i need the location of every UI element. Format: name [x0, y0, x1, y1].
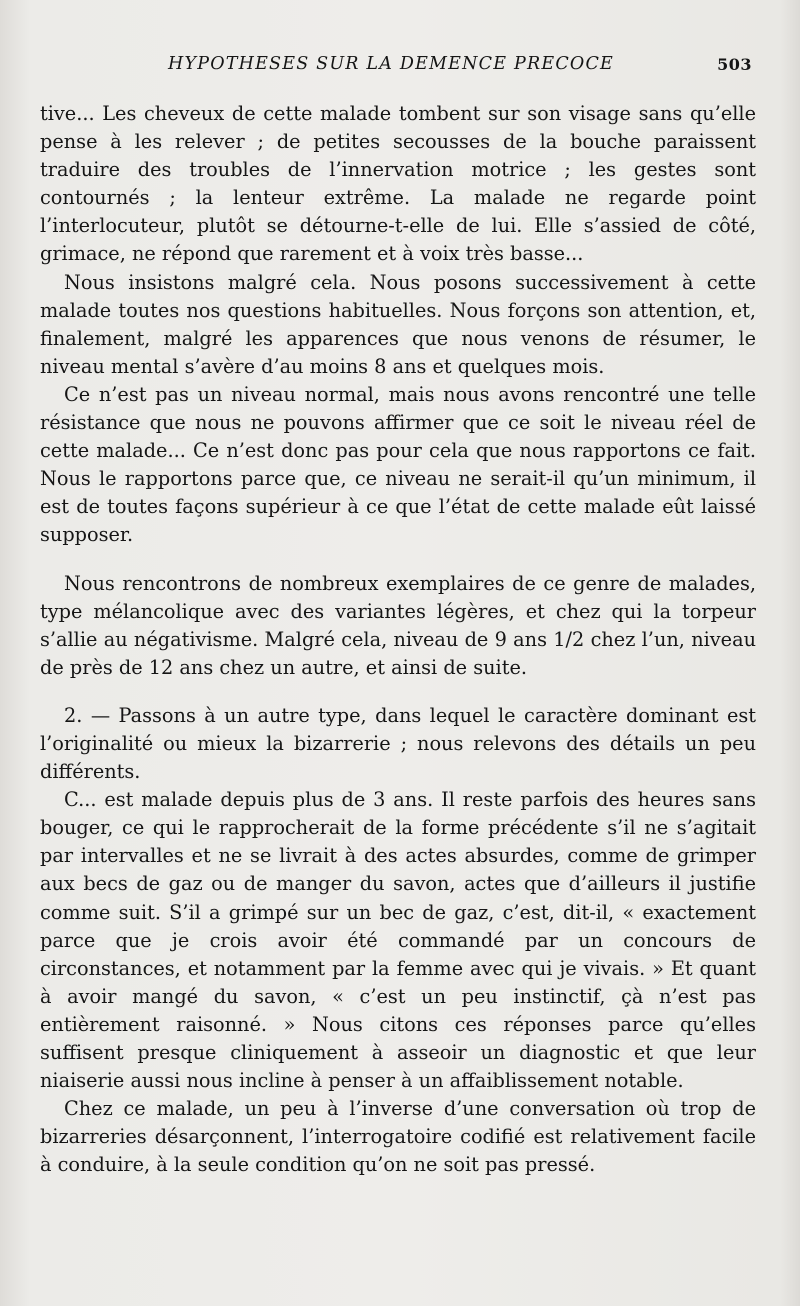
paragraph: Nous insistons malgré cela. Nous posons successivement à cette malade toutes nos questions habituelles. Nous forçons son attention, et, finalement, malgré les apparences que nous venons de résumer, le niveau mental s’avère d’au moins 8 ans et quelques mois. [40, 270, 756, 378]
paragraph: Ce n’est pas un niveau normal, mais nous avons rencontré une telle résistance que nous ne pouvons affirmer que ce soit le niveau réel de cette malade... Ce n’est donc pas pour cela que nous rapportons ce fait. Nous le rapportons parce que, ce niveau ne serait-il qu’un minimum, il est de toutes façons supérieur à ce que l’état de cette malade eût laissé supposer. [40, 382, 756, 547]
running-title: HYPOTHESES SUR LA DEMENCE PRECOCE [168, 54, 615, 74]
paragraph: Chez ce malade, un peu à l’inverse d’une conversation où trop de bizarreries désarçonnent, l’interrogatoire codifié est relativement facile à conduire, à la seule condition qu’on ne soit pas pressé. [40, 1097, 756, 1177]
paragraph: Nous rencontrons de nombreux exemplaires de ce genre de malades, type mélancolique avec des variantes légères, et chez qui la torpeur s’allie au négativisme. Malgré cela, niveau de 9 ans 1/2 chez l’un, niveau de près de 12 ans chez un autre, et ainsi de suite. [40, 571, 756, 679]
running-header [0, 54, 800, 78]
body-text [40, 100, 756, 1179]
paragraph-continued: tive... Les cheveux de cette malade tombent sur son visage sans qu’elle pense à les relever ; de petites secousses de la bouche paraissent traduire des troubles de l’innervation motrice ; les gestes sont contournés ; la lenteur extrême. La malade ne regarde point l’interlocuteur, plutôt se détourne-t-elle de lui. Elle s’assied de côté, grimace, ne répond que rarement et à voix très basse... [40, 102, 756, 266]
paragraph: C... est malade depuis plus de 3 ans. Il reste parfois des heures sans bouger, ce qui le rapprocherait de la forme précédente s’il ne s’agitait par intervalles et ne se livrait à des actes absurdes, comme de grimper aux becs de gaz ou de manger du savon, actes que d’ailleurs il justifie comme suit. S’il a grimpé sur un bec de gaz, c’est, dit-il, « exactement parce que je crois avoir été commandé par un concours de circonstances, et notamment par la femme avec qui je vivais. » Et quant à avoir mangé du savon, « c’est un peu instinctif, çà n’est pas entièrement raisonné. » Nous citons ces réponses parce qu’elles suffisent presque cliniquement à asseoir un diagnostic et que leur niaiserie aussi nous incline à penser à un affaiblissement notable. [40, 788, 756, 1093]
section-paragraph: 2. — Passons à un autre type, dans lequel le caractère dominant est l’originalité ou mieux la bizarrerie ; nous relevons des détails un peu différents. [40, 703, 756, 784]
page-number: 503 [717, 55, 752, 74]
